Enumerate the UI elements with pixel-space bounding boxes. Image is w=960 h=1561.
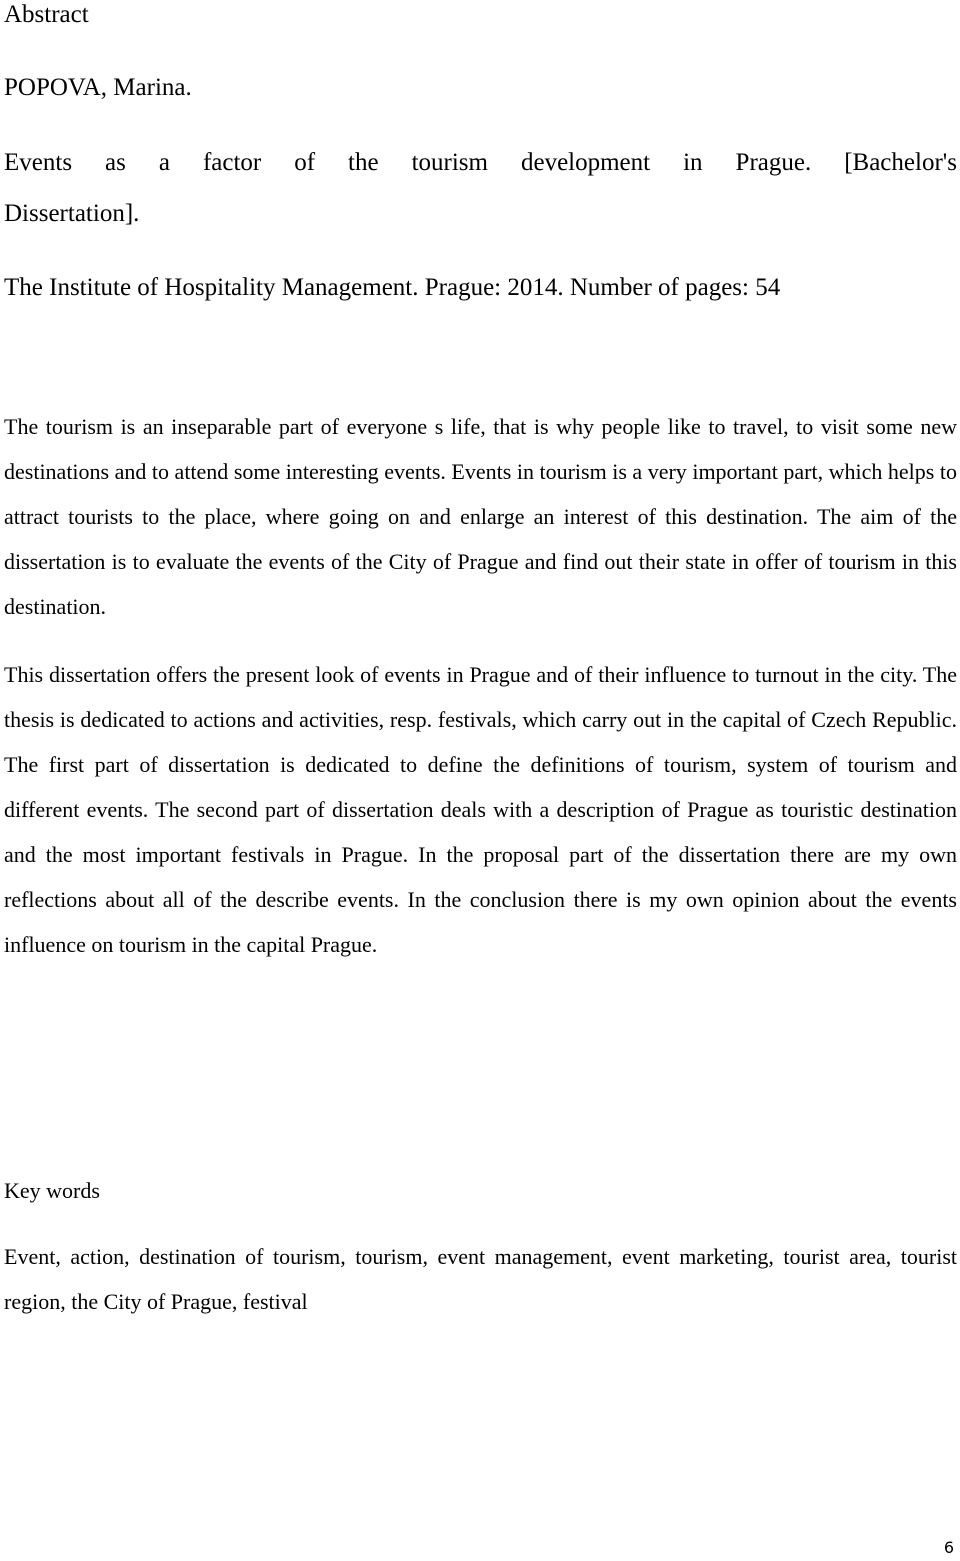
- page-number: 6: [943, 1538, 954, 1557]
- author-name: POPOVA, Marina.: [4, 74, 192, 101]
- institution-line: The Institute of Hospitality Management. Prague: 2014. Number of pages: 54: [4, 274, 781, 301]
- thesis-title-line-2: Dissertation].: [4, 200, 140, 227]
- thesis-title-line-1: Events as a factor of the tourism development in Prague. [Bachelor's: [4, 149, 957, 176]
- abstract-paragraph-1: The tourism is an inseparable part of everyone s life, that is why people like to travel, to visit some new destinations and to attend some interesting events. Events in tourism is a very important part, which helps to attract tourists to the place, where going on and enlarge an interest of this destination. The aim of the dissertation is to evaluate the events of the City of Prague and find out their state in offer of tourism in this destination.: [4, 414, 957, 619]
- abstract-heading: Abstract: [4, 1, 89, 28]
- abstract-paragraph-2: This dissertation offers the present look of events in Prague and of their influence to turnout in the city. The thesis is dedicated to actions and activities, resp. festivals, which carry out in the capital of Czech Republic. The first part of dissertation is dedicated to define the definitions of tourism, system of tourism and different events. The second part of dissertation deals with a description of Prague as touristic destination and the most important festivals in Prague. In the proposal part of the dissertation there are my own reflections about all of the describe events. In the conclusion there is my own opinion about the events influence on tourism in the capital Prague.: [4, 662, 957, 957]
- keywords-list: Event, action, destination of tourism, tourism, event management, event marketing, tourist area, tourist region, the City of Prague, festival: [4, 1244, 957, 1314]
- keywords-heading: Key words: [4, 1178, 100, 1203]
